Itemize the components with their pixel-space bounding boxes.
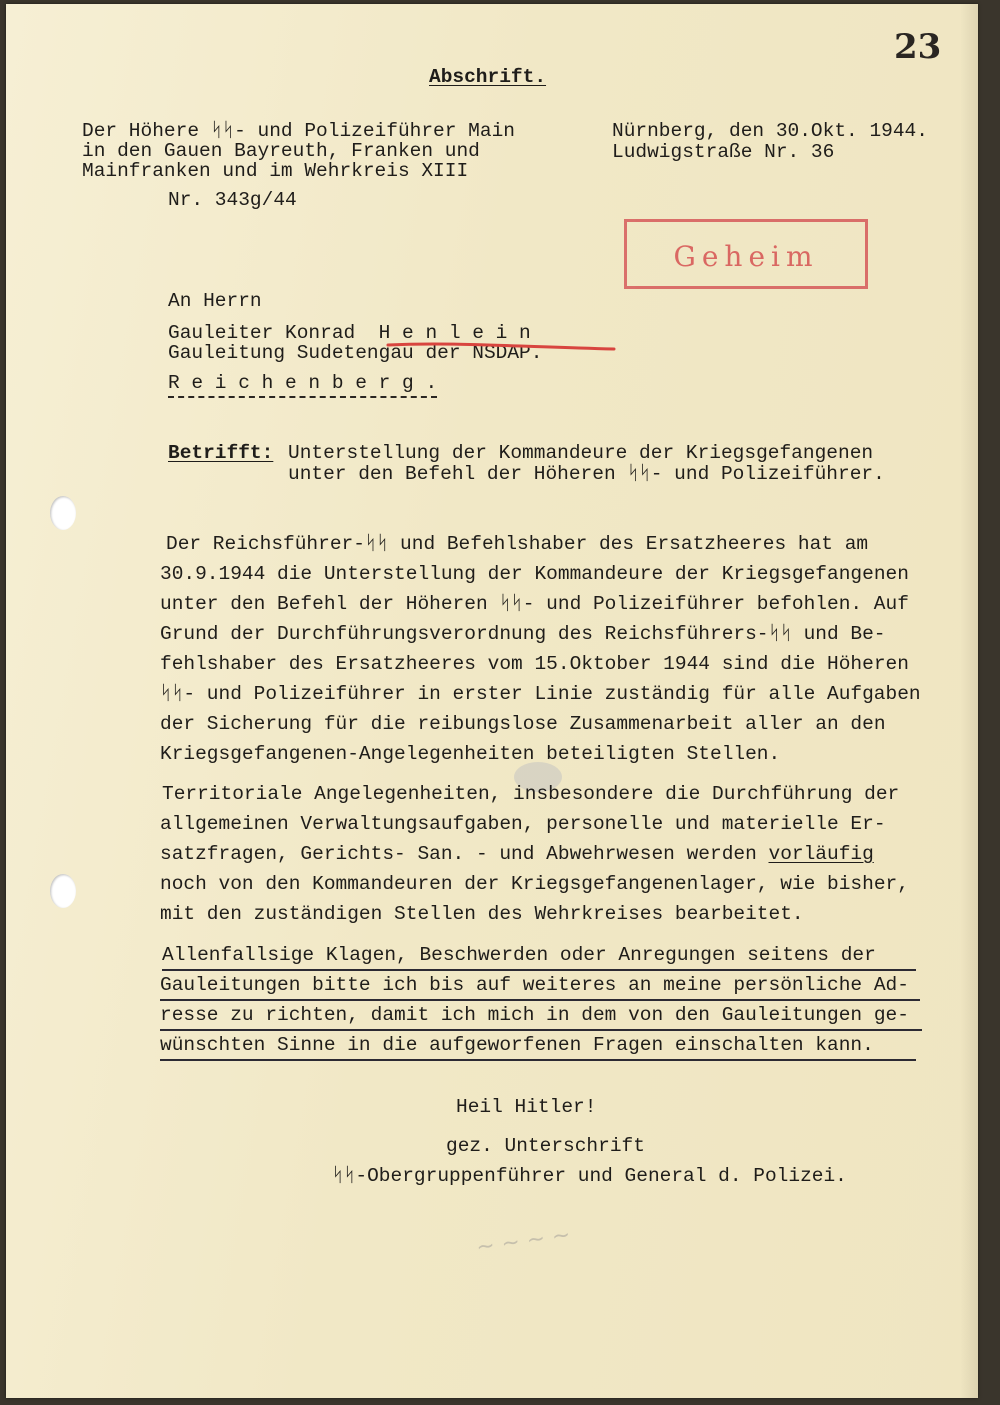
paragraph-1-line: 30.9.1944 die Unterstellung der Kommandeure der Kriegsgefangenen <box>160 563 909 585</box>
subject-line-1: Unterstellung der Kommandeure der Kriegsgefangenen <box>288 442 874 464</box>
page-edge-shadow <box>960 4 978 1398</box>
paragraph-1-line: der Sicherung für die reibungslose Zusammenarbeit aller an den <box>160 713 886 735</box>
signature-line: gez. Unterschrift <box>446 1135 645 1157</box>
paragraph-2-line <box>160 845 874 865</box>
document-heading: Abschrift. <box>429 66 547 88</box>
recipient-salutation: An Herrn <box>168 290 262 312</box>
paragraph-1-line: fehlshaber des Ersatzheeres vom 15.Oktober 1944 sind die Höheren <box>160 653 909 675</box>
address-line: Ludwigstraße Nr. 36 <box>612 141 835 163</box>
handwritten-underline <box>160 999 920 1001</box>
punch-hole-bottom <box>50 874 76 908</box>
page-number: 23 <box>894 27 942 67</box>
document-page <box>6 4 978 1398</box>
handwritten-underline <box>160 1029 922 1031</box>
handwritten-underline <box>160 1059 916 1061</box>
sender-line-3: Mainfranken und im Wehrkreis XIII <box>82 160 469 182</box>
paragraph-3-line: wünschten Sinne in die aufgeworfenen Fragen einschalten kann. <box>160 1034 874 1056</box>
subject-line-2: unter den Befehl der Höheren ᛋᛋ- und Polizeiführer. <box>288 463 885 485</box>
recipient-city-text: R e i c h e n b e r g . <box>168 372 437 398</box>
stamp-label: Geheim <box>673 240 819 273</box>
paragraph-2-line: mit den zuständigen Stellen des Wehrkreises bearbeitet. <box>160 903 804 925</box>
paragraph-3-line: resse zu richten, damit ich mich in dem von den Gauleitungen ge- <box>160 1004 909 1026</box>
place-date: Nürnberg, den 30.Okt. 1944. <box>612 120 928 142</box>
faint-pencil-mark: ~ ~ ~ ~ <box>474 1222 572 1261</box>
red-pencil-strike <box>386 342 616 352</box>
paragraph-2-text: satzfragen, Gerichts- San. - und Abwehrwesen werden <box>160 843 769 865</box>
recipient-name: Gauleiter Konrad H e n l e i n <box>168 322 531 344</box>
recipient-office: Gauleitung Sudetengau der NSDAP. <box>168 342 543 364</box>
sender-line-1: Der Höhere ᛋᛋ- und Polizeiführer Main <box>82 120 515 142</box>
paragraph-3-line: Allenfallsige Klagen, Beschwerden oder Anregungen seitens der <box>162 944 876 966</box>
paragraph-2-line: noch von den Kommandeuren der Kriegsgefangenenlager, wie bisher, <box>160 873 909 895</box>
paragraph-1-line: Kriegsgefangenen-Angelegenheiten beteiligten Stellen. <box>160 743 781 765</box>
paragraph-2-line: Territoriale Angelegenheiten, insbesondere die Durchführung der <box>162 783 900 805</box>
paragraph-1-line: ᛋᛋ- und Polizeiführer in erster Linie zuständig für alle Aufgaben <box>160 683 921 705</box>
handwritten-underline <box>162 969 916 971</box>
reference-number: Nr. 343g/44 <box>168 189 297 211</box>
punch-hole-top <box>50 496 76 530</box>
sender-line-2: in den Gauen Bayreuth, Franken und <box>82 140 480 162</box>
signatory-rank: ᛋᛋ-Obergruppenführer und General d. Polizei. <box>332 1165 847 1187</box>
subject-label: Betrifft: <box>168 442 274 464</box>
recipient-city <box>168 374 437 394</box>
paragraph-1-line: Grund der Durchführungsverordnung des Reichsführers-ᛋᛋ und Be- <box>160 623 886 645</box>
underlined-word-vorlaeufig: vorläufig <box>768 843 874 865</box>
paragraph-3-line: Gauleitungen bitte ich bis auf weiteres an meine persönliche Ad- <box>160 974 909 996</box>
secret-stamp <box>624 219 868 289</box>
paragraph-1-line: unter den Befehl der Höheren ᛋᛋ- und Polizeiführer befohlen. Auf <box>160 593 909 615</box>
paragraph-2-line: allgemeinen Verwaltungsaufgaben, personelle und materielle Er- <box>160 813 886 835</box>
paragraph-1-line: Der Reichsführer-ᛋᛋ und Befehlshaber des Ersatzheeres hat am <box>166 533 869 555</box>
closing-salute: Heil Hitler! <box>456 1096 597 1118</box>
